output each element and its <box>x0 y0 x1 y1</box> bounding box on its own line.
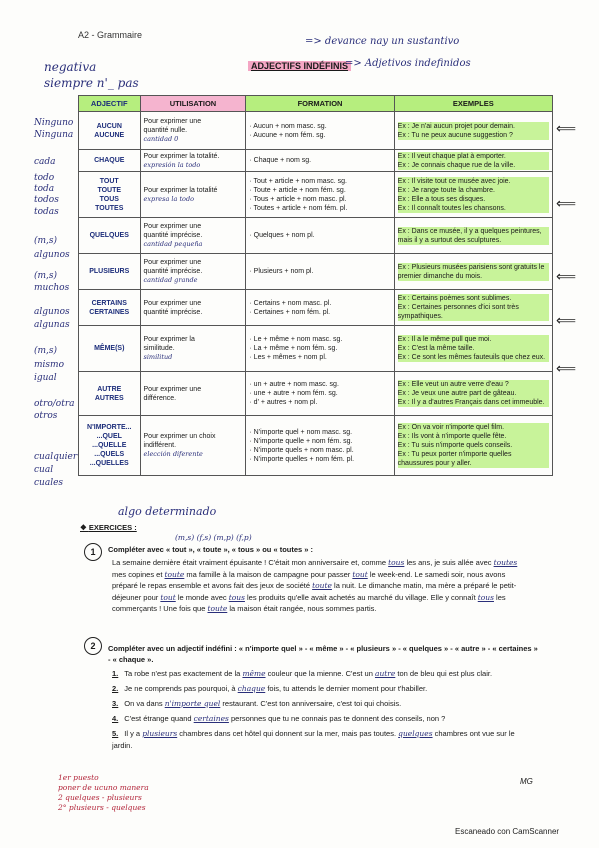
header-utilisation: UTILISATION <box>140 96 246 112</box>
exercise-2-instruction: Compléter avec un adjectif indéfini : « n'importe quel » - « même » - « plusieurs » - « quelques » - « autre » - « certaines » - « chaque ». <box>108 644 538 664</box>
formation-text: · Tous + article + nom masc. pl. <box>249 195 347 203</box>
margin-note: toda <box>34 184 55 194</box>
formation-text: · d' + autres + nom pl. <box>249 399 318 406</box>
example-text: Ex : Ils vont à n'importe quelle fête. <box>398 432 549 441</box>
margin-note: cual <box>34 465 54 475</box>
exercises-heading-text: EXERCICES : <box>88 523 137 532</box>
example-text: Ex : Il y a d'autres Français dans cet immeuble. <box>398 398 549 407</box>
utilisation-text: Pour exprimer une <box>143 223 202 230</box>
exercise-2-number: 2 <box>84 637 102 655</box>
handwritten-answer: même <box>242 669 266 678</box>
utilisation-handwritten-note: cantidad grande <box>143 276 198 284</box>
example-text: Ex : Elle a tous ses disques. <box>398 195 549 204</box>
header-formation: FORMATION <box>246 96 394 112</box>
item-text: Je ne comprends pas pourquoi, à <box>124 684 238 693</box>
handwritten-answer: toute <box>164 569 185 579</box>
handwritten-answer: autre <box>374 669 396 678</box>
exemples-cell <box>394 150 552 172</box>
exemples-cell <box>394 290 552 326</box>
utilisation-cell <box>140 172 246 218</box>
table-row <box>79 326 553 372</box>
handwritten-answer: tout <box>352 569 368 579</box>
margin-note: algunos <box>34 307 70 317</box>
handwritten-answer: toutes <box>493 558 518 567</box>
header-exemples: EXEMPLES <box>394 96 552 112</box>
margin-note: todo <box>34 173 55 183</box>
exercise-item <box>112 698 532 710</box>
exemples-cell <box>394 372 552 416</box>
author-initials: MG <box>520 777 533 786</box>
margin-note: mismo <box>34 360 64 370</box>
adjectif-text: N'IMPORTE... <box>87 424 132 431</box>
exercise-1-number: 1 <box>84 543 102 561</box>
handwritten-answer: quelques <box>398 729 433 738</box>
utilisation-text: quantité nulle. <box>143 127 188 134</box>
exemples-cell <box>394 172 552 218</box>
exercise-item <box>112 668 532 680</box>
handwritten-answer: tout <box>160 592 176 602</box>
utilisation-text: quantité imprécise. <box>143 308 203 316</box>
example-text: Ex : Elle veut un autre verre d'eau ? <box>398 380 549 389</box>
arrow-icon: ⟸ <box>556 120 577 136</box>
utilisation-text: Pour exprimer la totalité <box>143 186 218 194</box>
handwritten-answer: chaque <box>237 684 266 693</box>
utilisation-text: similitude. <box>143 345 175 352</box>
page-title: ADJECTIFS INDÉFINIS <box>248 61 351 71</box>
formation-text: · une + autre + nom fém. sg. <box>249 390 338 397</box>
adjectif-cell <box>79 254 141 290</box>
example-text: Ex : Il a le même pull que moi. <box>398 335 549 344</box>
item-text: personnes que tu ne connais pas te donnent des conseils, non ? <box>228 714 446 723</box>
handwritten-answer: toute <box>312 581 332 590</box>
formation-text: · Aucune + nom fém. sg. <box>249 131 326 139</box>
table-row <box>79 372 553 416</box>
handwritten-answer: certaines <box>193 714 229 723</box>
margin-note: Ninguno <box>34 118 74 128</box>
formation-text: · N'importe quelle + nom fém. sg. <box>249 437 353 445</box>
formation-cell <box>246 112 394 150</box>
paragraph-text: la nuit. Le dimanche matin, ma mère a préparé le petit-déjeuner pour <box>112 581 517 602</box>
formation-text: · un + autre + nom masc. sg. <box>249 381 339 388</box>
adjectif-text: PLUSIEURS <box>89 268 130 275</box>
margin-note: todas <box>34 207 59 217</box>
red-handwritten-note: 2° plusieurs - quelques <box>58 803 146 812</box>
item-number: 1. <box>112 669 119 678</box>
item-text: On va dans <box>124 699 165 708</box>
paragraph-text: les produits qu'elle avait achetés au marché du village. Elle y connaît <box>244 592 478 602</box>
utilisation-handwritten-note: cantidad 0 <box>143 135 179 143</box>
handwritten-answer: plusieurs <box>142 729 178 738</box>
adjectif-text: ...QUELS <box>94 451 125 458</box>
utilisation-handwritten-note: cantidad pequeña <box>143 240 203 248</box>
formation-text: · N'importe quels + nom masc. pl. <box>249 446 354 454</box>
paragraph-text: le week-end. Le samedi soir, nous avons préparé le repas ensemble et avons fait des jeux de société <box>112 569 506 590</box>
exercise-2-items <box>112 668 532 755</box>
formation-cell <box>246 218 394 254</box>
formation-cell <box>246 254 394 290</box>
item-number: 3. <box>112 699 119 708</box>
margin-note: otros <box>34 411 58 421</box>
utilisation-text: quantité imprécise. <box>143 232 203 239</box>
formation-text: · N'importe quel + nom masc. sg. <box>249 428 353 436</box>
exercise-item <box>112 713 532 725</box>
adjectif-text: TOUT <box>99 177 119 185</box>
adjectif-text: AUTRES <box>94 394 124 402</box>
formation-text: · Certaines + nom fém. pl. <box>249 308 331 316</box>
example-text: Ex : Certaines personnes d'ici sont très sympathiques. <box>398 303 549 321</box>
example-text: Ex : Tu ne peux aucune suggestion ? <box>398 131 549 140</box>
formation-text: · Certains + nom masc. pl. <box>249 299 332 307</box>
formation-cell <box>246 150 394 172</box>
adjectif-cell <box>79 372 141 416</box>
handwritten-answer: toute <box>207 604 228 613</box>
handwritten-answer: tous <box>388 558 405 567</box>
utilisation-cell <box>140 326 246 372</box>
example-text: Ex : On va voir n'importe quel film. <box>398 423 549 432</box>
handwritten-answer: tous <box>477 592 494 602</box>
margin-note: cuales <box>34 478 64 488</box>
exercise-1-hints: (m,s) (f,s) (m,p) (f,p) <box>175 533 252 542</box>
utilisation-text: Pour exprimer un choix <box>143 433 216 440</box>
adjectif-text: ...QUELLE <box>92 442 127 449</box>
example-text: Ex : Il connaît toutes les chansons. <box>398 204 549 213</box>
item-text: C'est étrange quand <box>124 714 194 723</box>
margin-note: (m,s) <box>34 271 58 281</box>
formation-text: · Aucun + nom masc. sg. <box>249 122 327 130</box>
exemples-cell <box>394 112 552 150</box>
margin-note: algunas <box>34 320 70 330</box>
utilisation-text: Pour exprimer une <box>143 385 202 393</box>
adjectif-text: AUTRE <box>97 385 122 393</box>
formation-text: · N'importe quelles + nom fém. pl. <box>249 455 355 463</box>
item-number: 4. <box>112 714 119 723</box>
exercise-item <box>112 728 532 752</box>
item-text: fois, tu attends le dernier moment pour t'habiller. <box>265 684 428 693</box>
example-text: Ex : Je connais chaque rue de la ville. <box>398 161 549 170</box>
table-row <box>79 150 553 172</box>
utilisation-cell <box>140 416 246 476</box>
scanner-footer: Escaneado con CamScanner <box>455 827 560 836</box>
red-handwritten-note: 2 quelques - plusieurs <box>58 793 142 802</box>
paragraph-text: mes copines et <box>112 569 165 579</box>
utilisation-cell <box>140 290 246 326</box>
margin-note: Ninguna <box>34 130 74 140</box>
margin-note: muchos <box>34 283 70 293</box>
adjectif-text: TOUTES <box>95 204 124 212</box>
item-text: chambres ont vue sur le jardin. <box>112 729 515 750</box>
handwritten-negativa-note: negativa <box>44 60 97 74</box>
adjectif-text: TOUS <box>99 195 119 203</box>
handwritten-top-note: => devance nay un sustantivo <box>305 36 460 47</box>
adjectif-text: TOUTE <box>97 186 122 194</box>
example-text: Ex : Certains poèmes sont sublimes. <box>398 294 549 303</box>
utilisation-handwritten-note: expresión la todo <box>143 160 201 169</box>
utilisation-cell <box>140 218 246 254</box>
utilisation-cell <box>140 372 246 416</box>
utilisation-text: Pour exprimer la totalité. <box>143 152 220 160</box>
handwritten-answer: tous <box>228 592 245 602</box>
formation-text: · Toute + article + nom fém. sg. <box>249 186 346 194</box>
margin-note: (m,s) <box>34 346 58 356</box>
formation-text: · La + même + nom fém. sg. <box>249 345 338 352</box>
adjectif-cell <box>79 172 141 218</box>
item-text: ton de bleu qui est plus clair. <box>395 669 493 678</box>
red-handwritten-note: poner de ucuno manera <box>58 783 149 792</box>
indefinite-adjectives-table <box>78 95 553 476</box>
arrow-icon: ⟸ <box>556 195 577 211</box>
formation-cell <box>246 290 394 326</box>
adjectif-cell <box>79 326 141 372</box>
example-text: Ex : Il veut chaque plat à emporter. <box>398 152 549 161</box>
table-row <box>79 112 553 150</box>
example-text: Ex : Je n'ai aucun projet pour demain. <box>398 122 549 131</box>
formation-text: · Chaque + nom sg. <box>249 157 312 164</box>
red-notes <box>58 773 149 813</box>
arrow-icon: ⟸ <box>556 360 577 376</box>
formation-text: · Tout + article + nom masc. sg. <box>249 177 347 185</box>
exercise-1-paragraph <box>112 557 532 615</box>
adjectif-cell <box>79 218 141 254</box>
adjectif-text: AUCUNE <box>94 131 125 139</box>
adjectif-cell <box>79 290 141 326</box>
adjectif-text: MÊME(S) <box>94 345 125 352</box>
margin-note: algunos <box>34 250 70 260</box>
exercise-item <box>112 683 532 695</box>
formation-cell <box>246 172 394 218</box>
formation-cell <box>246 416 394 476</box>
exercise-1-instruction: Compléter avec « tout », « toute », « tous » ou « toutes » : <box>108 545 314 554</box>
exemples-cell <box>394 326 552 372</box>
table-row <box>79 290 553 326</box>
arrow-icon: ⟸ <box>556 268 577 284</box>
item-text: couleur que la mienne. C'est un <box>265 669 375 678</box>
item-number: 5. <box>112 729 119 738</box>
utilisation-text: Pour exprimer une <box>143 118 202 125</box>
table-row <box>79 172 553 218</box>
margin-note: cualquier <box>34 452 78 462</box>
adjectif-text: AUCUN <box>96 122 122 130</box>
handwritten-siempre-note: siempre n'_ pas <box>44 76 139 90</box>
example-text: Ex : Je range toute la chambre. <box>398 186 549 195</box>
example-text: Ex : Je veux une autre part de gâteau. <box>398 389 549 398</box>
adjectif-text: ...QUEL <box>96 433 122 440</box>
utilisation-text: indifférent. <box>143 442 177 449</box>
item-text: Ta robe n'est pas exactement de la <box>124 669 243 678</box>
example-text: Ex : C'est la même taille. <box>398 344 549 353</box>
utilisation-text: Pour exprimer une <box>143 259 202 266</box>
item-text: Il y a <box>124 729 143 738</box>
utilisation-text: quantité imprécise. <box>143 268 203 275</box>
adjectif-text: QUELQUES <box>89 232 129 239</box>
formation-text: · Les + mêmes + nom pl. <box>249 354 327 361</box>
margin-note: (m,s) <box>34 236 58 246</box>
utilisation-cell <box>140 112 246 150</box>
margin-note: otro/otra <box>34 399 75 409</box>
paragraph-text: ma famille à la maison de campagne pour passer <box>184 569 353 579</box>
paragraph-text: le monde avec <box>175 592 229 602</box>
table-body <box>79 112 553 476</box>
example-text: Ex : Tu peux porter n'importe quelles chaussures pour y aller. <box>398 450 549 468</box>
formation-text: · Toutes + article + nom fém. pl. <box>249 204 348 212</box>
adjectif-cell <box>79 150 141 172</box>
utilisation-cell <box>140 254 246 290</box>
handwritten-algo-note: algo determinado <box>118 505 217 518</box>
exemples-cell <box>394 254 552 290</box>
formation-text: · Quelques + nom pl. <box>249 232 315 239</box>
handwritten-answer: n'importe quel <box>164 699 221 708</box>
adjectif-text: CERTAINS <box>91 299 127 307</box>
header-adjectif: ADJECTIF <box>79 96 141 112</box>
example-text: Ex : Dans ce musée, il y a quelques peintures, mais il y a surtout des sculptures. <box>398 227 549 245</box>
utilisation-handwritten-note: expresa la todo <box>143 194 195 203</box>
exemples-cell <box>394 416 552 476</box>
example-text: Ex : Ce sont les mêmes fauteuils que chez eux. <box>398 353 549 362</box>
table-row <box>79 416 553 476</box>
utilisation-text: Pour exprimer une <box>143 299 202 307</box>
utilisation-handwritten-note: similitud <box>143 353 173 361</box>
formation-cell <box>246 326 394 372</box>
margin-note: igual <box>34 373 57 383</box>
formation-text: · Le + même + nom masc. sg. <box>249 336 343 343</box>
page-header: A2 - Grammaire <box>78 30 143 40</box>
arrow-icon: ⟸ <box>556 312 577 328</box>
example-text: Ex : Tu suis n'importe quels conseils. <box>398 441 549 450</box>
item-number: 2. <box>112 684 119 693</box>
utilisation-text: différence. <box>143 394 177 402</box>
adjectif-text: CERTAINES <box>89 308 130 316</box>
utilisation-cell <box>140 150 246 172</box>
utilisation-text: Pour exprimer la <box>143 336 195 343</box>
handwritten-title-note: => Adjetivos indefinidos <box>345 58 471 69</box>
table-row <box>79 254 553 290</box>
adjectif-cell <box>79 112 141 150</box>
adjectif-cell <box>79 416 141 476</box>
paragraph-text: La semaine dernière était vraiment épuisante ! C'était mon anniversaire et, comme <box>112 558 389 567</box>
paragraph-text: la maison était rangée, nous sommes partis. <box>227 604 377 613</box>
adjectif-text: ...QUELLES <box>89 460 129 467</box>
formation-cell <box>246 372 394 416</box>
table-row <box>79 218 553 254</box>
margin-note: todos <box>34 195 59 205</box>
exercises-heading: ❖ EXERCICES : <box>80 523 137 532</box>
item-text: chambres dans cet hôtel qui donnent sur la mer, mais pas toutes. <box>177 729 399 738</box>
example-text: Ex : Plusieurs musées parisiens sont gratuits le premier dimanche du mois. <box>398 263 549 281</box>
utilisation-handwritten-note: elección diferente <box>143 450 203 458</box>
red-handwritten-note: 1er puesto <box>58 773 99 782</box>
formation-text: · Plusieurs + nom pl. <box>249 268 314 275</box>
exemples-cell <box>394 218 552 254</box>
item-text: restaurant. C'est ton anniversaire, c'est toi qui choisis. <box>220 699 402 708</box>
paragraph-text: les ans, je suis allée avec <box>404 558 494 567</box>
margin-note: cada <box>34 157 56 167</box>
paragraph-text: les commerçants ! Une fois que <box>112 592 506 613</box>
adjectif-text: CHAQUE <box>94 157 125 164</box>
example-text: Ex : Il visite tout ce musée avec joie. <box>398 177 549 186</box>
